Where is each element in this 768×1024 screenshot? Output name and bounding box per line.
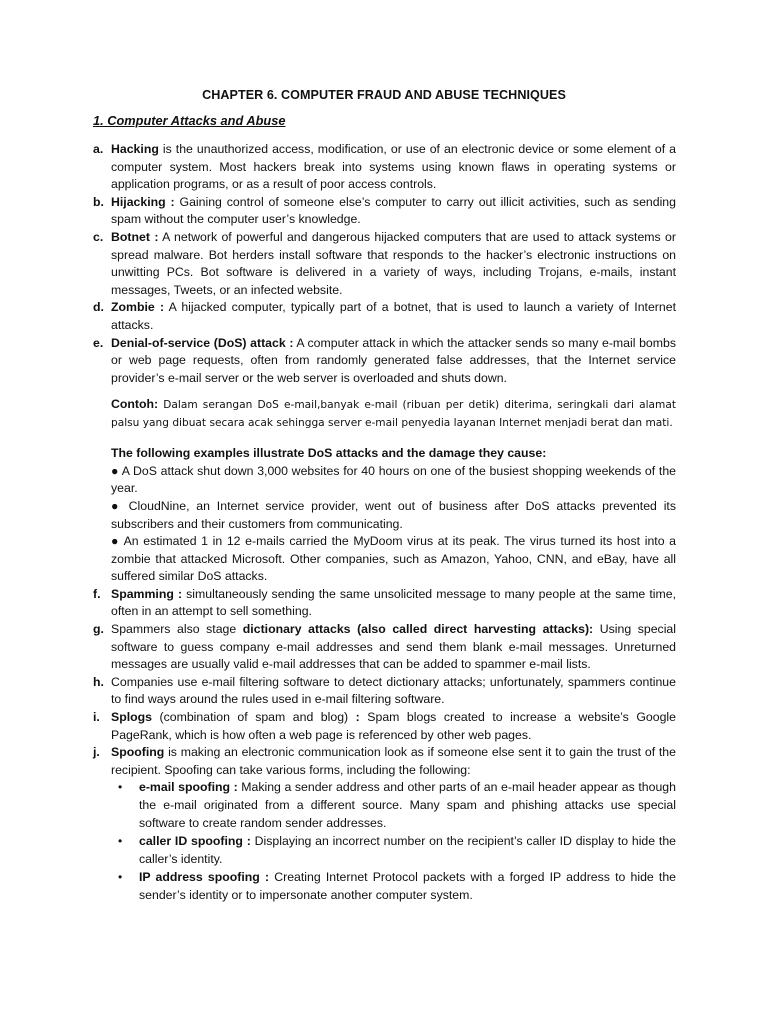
item-description: Gaining control of someone else’s computer to carry out illicit activities, such as sending spam without the computer user’s knowledge. bbox=[111, 194, 676, 227]
spoofing-subitem-email bbox=[118, 779, 676, 832]
item-marker: e. bbox=[93, 335, 104, 350]
item-description: Using special software to guess company e-mail addresses and send them blank e-mail messages. Unreturned messages are usually valid e-mail addresses that can be added to spammer e-mail lists. bbox=[111, 622, 677, 672]
list-item-hijacking bbox=[93, 194, 676, 229]
item-text bbox=[111, 709, 676, 744]
subitem-term: caller ID spoofing : bbox=[139, 834, 251, 849]
item-text bbox=[111, 229, 676, 299]
item-middle: (combination of spam and blog) bbox=[152, 710, 356, 725]
item-description: A network of powerful and dangerous hijacked computers that are used to attack systems or spread malware. Bot herders install software that responds to the hacker’s electronic instructions on unwitting PCs. Bot software is delivered in a variety of ways, including Trojans, e-mails, instant messages, Tweets, or an infected website. bbox=[111, 229, 676, 297]
item-marker: h. bbox=[93, 674, 104, 689]
subitem-text bbox=[139, 869, 676, 904]
bullet-icon: • bbox=[118, 870, 123, 885]
subitem-description: Making a sender address and other parts of an e-mail header appear as though the e-mail originated from a different source. Many spam and phishing attacks use special software to create random sender addresses. bbox=[139, 780, 676, 830]
example-text: Dalam serangan DoS e-mail,banyak e-mail (ribuan per detik) diterima, seringkali dari alamat palsu yang dibuat secara acak sehingga server e-mail penyedia layanan Internet menjadi berat dan mati. bbox=[111, 399, 676, 429]
item-description: simultaneously sending the same unsolicited message to many people at the same time, often in an attempt to sell something. bbox=[111, 586, 677, 619]
bullet-icon: • bbox=[118, 834, 123, 849]
item-marker: j. bbox=[93, 745, 100, 760]
list-item-dictionary-attacks bbox=[93, 621, 676, 674]
item-text bbox=[111, 335, 676, 388]
subitem-description: Creating Internet Protocol packets with a forged IP address to hide the sender’s identity or to impersonate another computer system. bbox=[139, 870, 677, 902]
item-description: A hijacked computer, typically part of a botnet, that is used to launch a variety of Internet attacks. bbox=[111, 300, 676, 332]
dos-example-paragraph bbox=[111, 396, 676, 432]
item-term: Spoofing bbox=[111, 745, 165, 760]
subitem-text bbox=[139, 833, 676, 868]
list-item-botnet bbox=[93, 229, 676, 299]
dos-example-bullet: ● An estimated 1 in 12 e-mails carried the MyDoom virus at its peak. The virus turned its host into a zombie that attacked Microsoft. Other companies, such as Amazon, Yahoo, CNN, and eBay, have all suffered similar DoS attacks. bbox=[111, 534, 676, 584]
item-description: Spam blogs created to increase a website’s Google PageRank, which is how often a web page is referenced by other web pages. bbox=[111, 710, 676, 742]
item-term: Spamming : bbox=[111, 586, 183, 601]
item-description: is making an electronic communication look as if someone else sent it to gain the trust of the recipient. Spoofing can take various forms, including the following: bbox=[111, 745, 676, 777]
item-term: Splogs bbox=[111, 710, 152, 725]
spoofing-subitem-caller-id bbox=[118, 833, 676, 868]
document-body bbox=[93, 141, 676, 905]
item-marker: c. bbox=[93, 229, 104, 244]
subitem-description: Displaying an incorrect number on the recipient’s caller ID display to hide the caller’s identity. bbox=[139, 834, 676, 866]
item-text bbox=[111, 744, 676, 779]
item-term-colon: : bbox=[355, 710, 360, 725]
section-heading: 1. Computer Attacks and Abuse bbox=[93, 113, 286, 128]
item-marker: b. bbox=[93, 194, 104, 209]
list-item-email-filtering bbox=[93, 674, 676, 709]
subitem-term: e-mail spoofing : bbox=[139, 780, 238, 795]
list-item-dos-attack bbox=[93, 335, 676, 388]
dos-examples-heading: The following examples illustrate DoS attacks and the damage they cause: bbox=[111, 446, 547, 461]
item-lead: Spammers also stage bbox=[111, 622, 243, 637]
chapter-title: CHAPTER 6. COMPUTER FRAUD AND ABUSE TECHNIQUES bbox=[202, 88, 566, 102]
dos-example-bullet: ● CloudNine, an Internet service provider, went out of business after DoS attacks prevented its subscribers and their customers from communicating. bbox=[111, 498, 676, 531]
bullet-icon: • bbox=[118, 780, 123, 795]
list-item-spamming bbox=[93, 586, 676, 621]
item-description: Companies use e-mail filtering software to detect dictionary attacks; unfortunately, spammers continue to find ways around the rules used in e-mail filtering software. bbox=[111, 674, 676, 707]
item-text bbox=[111, 141, 676, 194]
item-marker: g. bbox=[93, 622, 104, 637]
item-term: dictionary attacks (also called direct harvesting attacks): bbox=[242, 622, 594, 637]
dos-example-bullet: ● A DoS attack shut down 3,000 websites for 40 hours on one of the busiest shopping weekends of the year. bbox=[111, 463, 676, 496]
item-description: is the unauthorized access, modification, or use of an electronic device or some element of a computer system. Most hackers break into systems using known flaws in operating systems or application programs, or as a result of poor access controls. bbox=[111, 142, 676, 192]
example-label: Contoh: bbox=[111, 397, 159, 412]
item-marker: d. bbox=[93, 300, 104, 315]
item-description: A computer attack in which the attacker sends so many e-mail bombs or web page requests, often from randomly generated false addresses, that the Internet service provider’s e-mail server or the web server is overloaded and shuts down. bbox=[111, 335, 676, 385]
item-term: Hijacking : bbox=[111, 194, 175, 209]
item-text bbox=[111, 586, 676, 621]
item-term: Hacking bbox=[111, 142, 159, 156]
list-item-splogs bbox=[93, 709, 676, 744]
spoofing-subitem-ip-address bbox=[118, 869, 676, 904]
item-marker: f. bbox=[93, 586, 101, 601]
item-term: Botnet : bbox=[111, 229, 159, 244]
list-item-spoofing bbox=[93, 744, 676, 779]
list-item-zombie bbox=[93, 299, 676, 334]
item-marker: a. bbox=[93, 142, 104, 156]
item-marker: i. bbox=[93, 710, 100, 725]
item-text bbox=[111, 299, 676, 334]
subitem-term: IP address spoofing : bbox=[139, 870, 270, 885]
list-item-hacking bbox=[93, 141, 676, 194]
subitem-text bbox=[139, 779, 676, 832]
item-text bbox=[111, 194, 676, 229]
item-term: Zombie : bbox=[111, 300, 165, 315]
item-text bbox=[111, 621, 676, 674]
item-term: Denial-of-service (DoS) attack : bbox=[111, 335, 294, 350]
